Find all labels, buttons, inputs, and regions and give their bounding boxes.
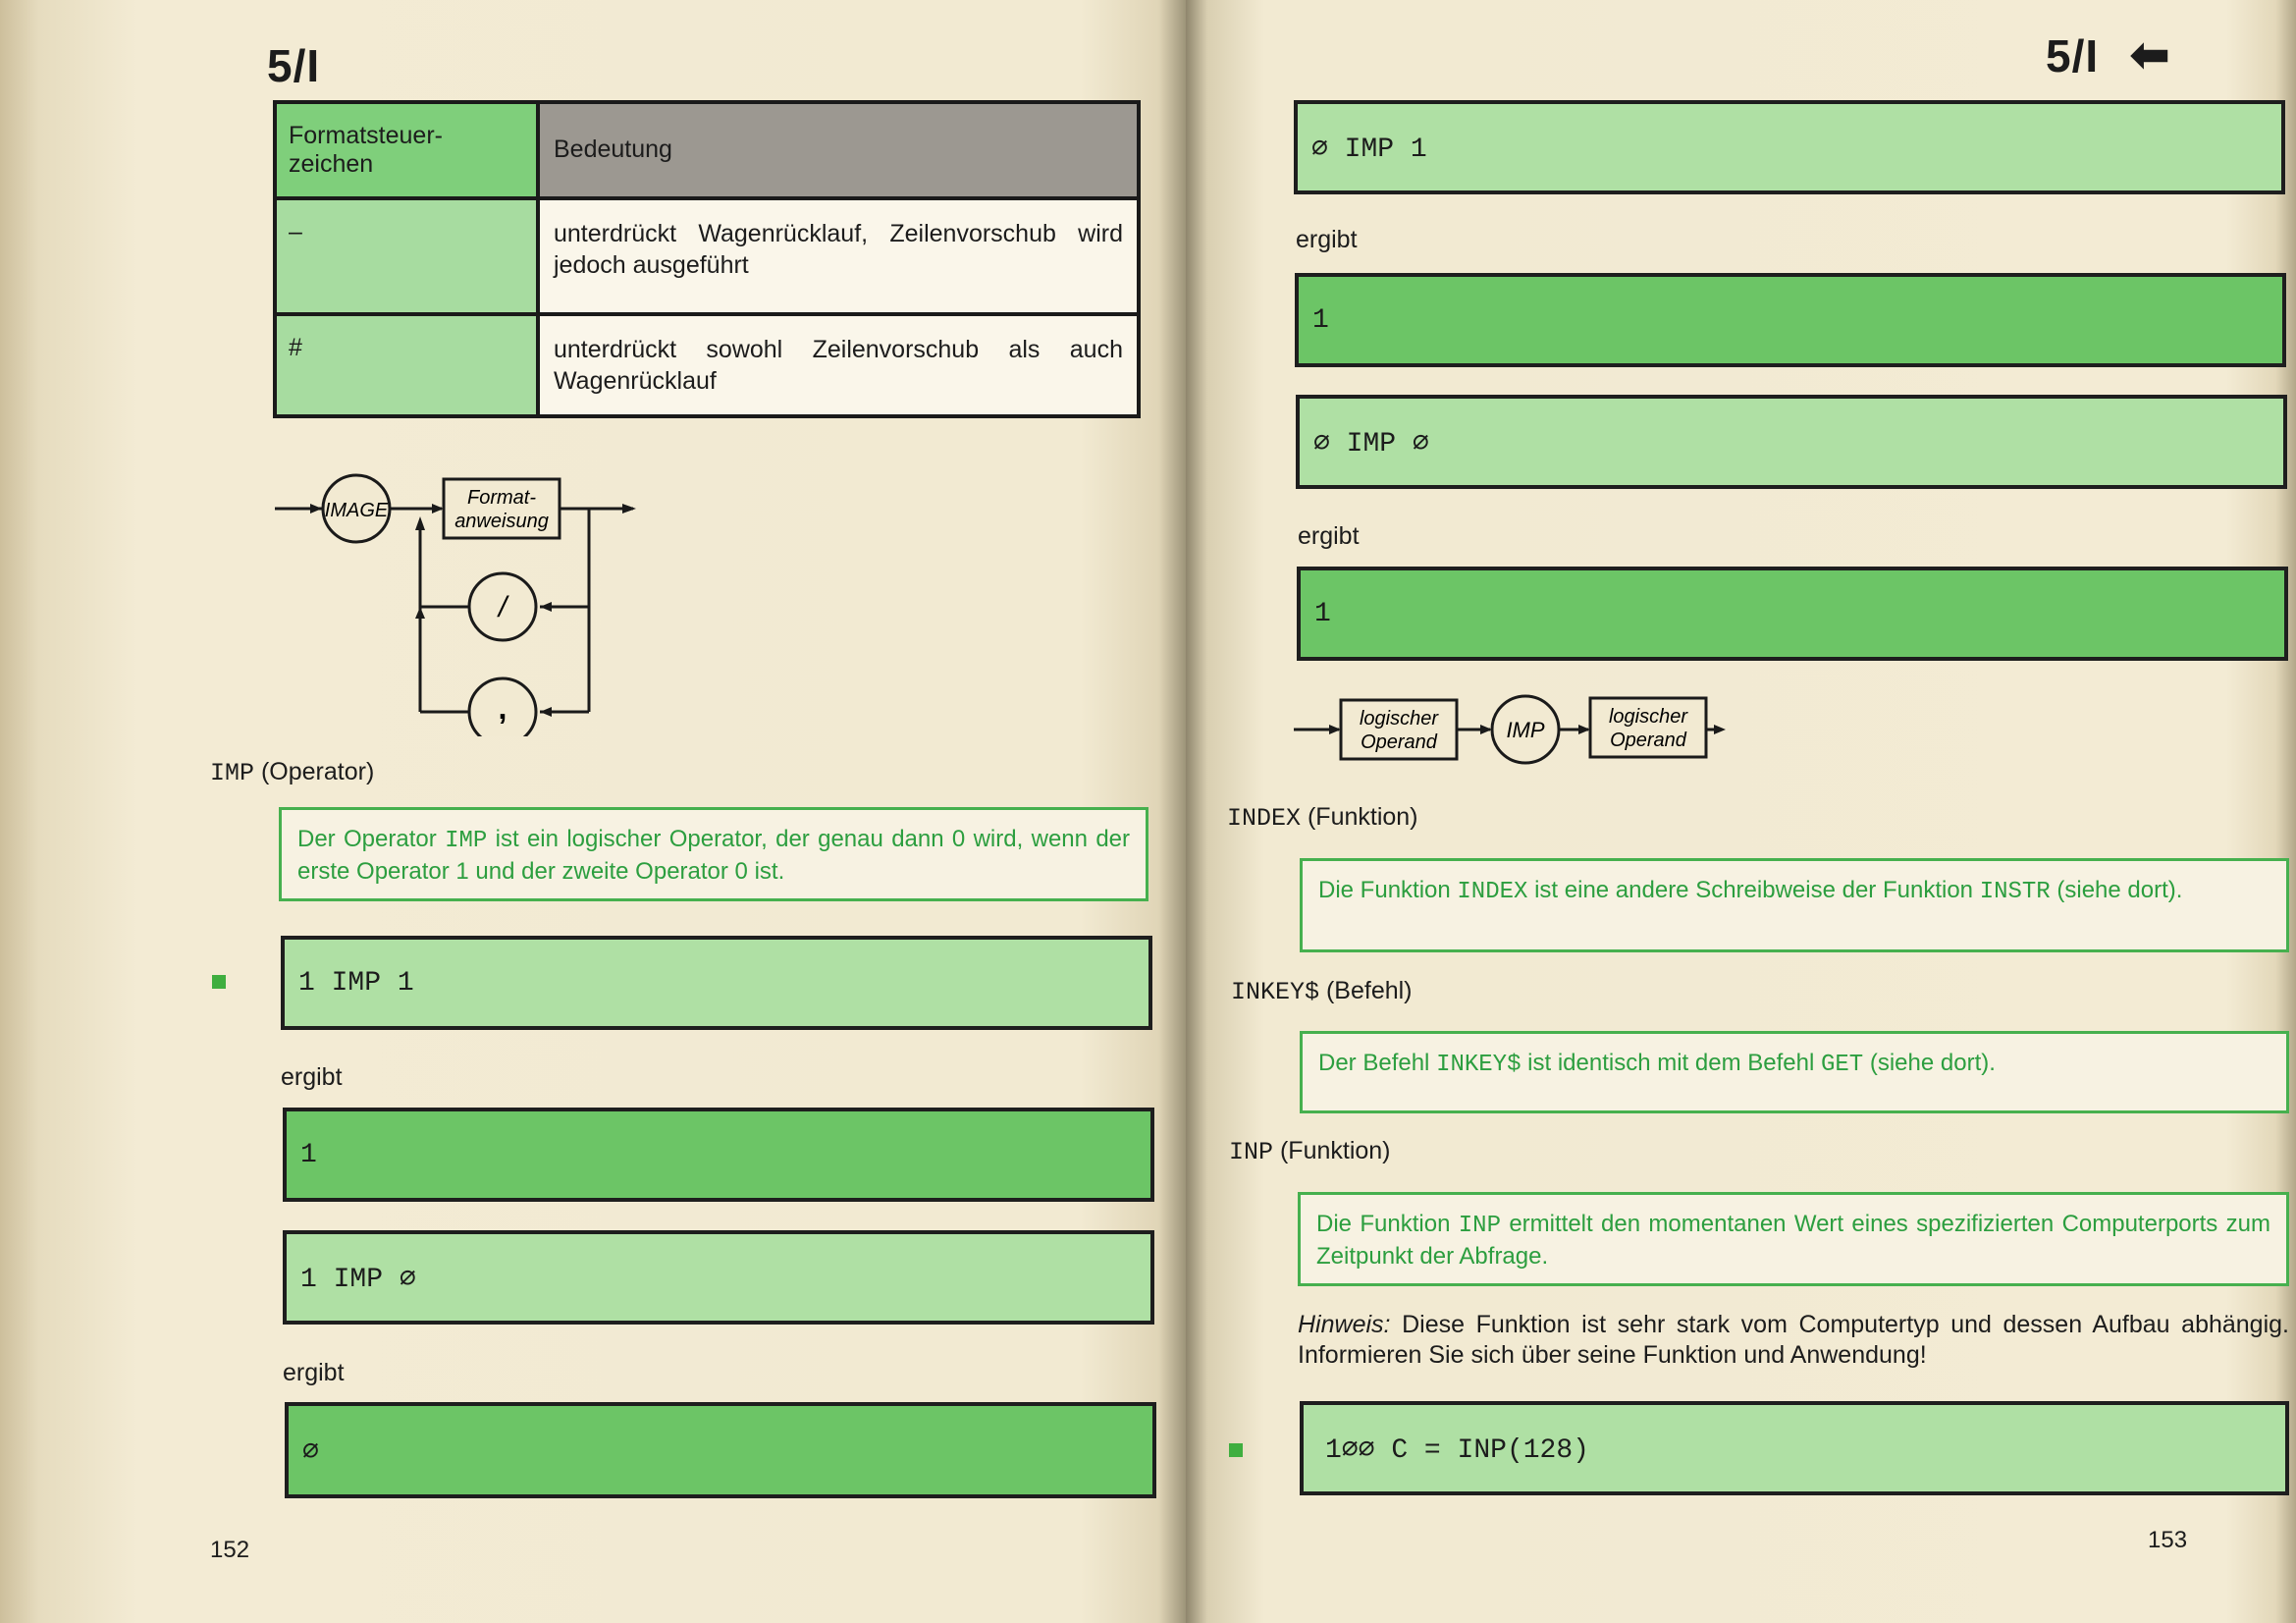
example-result-box: 1 [283, 1108, 1154, 1202]
definition-text: (siehe dort). [2050, 877, 2183, 903]
definition-text: ist eine andere Schreibweise der Funktion [1527, 877, 1980, 903]
entry-type: (Befehl) [1325, 977, 1413, 1004]
ergibt-label: ergibt [1298, 522, 1360, 550]
page-number-right: 153 [2148, 1527, 2188, 1553]
definition-text: Der Befehl [1318, 1050, 1437, 1076]
diagram-center: IMP [1506, 718, 1545, 742]
entry-type: (Funktion) [1279, 1137, 1391, 1164]
table-header-symbol: Formatsteuer- zeichen [275, 102, 538, 198]
example-code-box: ∅ IMP ∅ [1296, 395, 2287, 489]
example-result-box: 1 [1295, 273, 2286, 367]
definition-keyword: INDEX [1457, 879, 1528, 905]
entry-imp-heading [210, 758, 374, 787]
example-marker [1229, 1443, 1243, 1457]
page-number-left: 152 [210, 1537, 250, 1563]
definition-text: Die Funktion [1316, 1211, 1459, 1237]
table-header-meaning: Bedeutung [538, 102, 1139, 198]
diagram-loop-comma: , [498, 690, 507, 726]
diagram-keyword: IMAGE [324, 500, 389, 521]
entry-index-heading [1227, 803, 1418, 833]
inkey-definition-box [1300, 1031, 2289, 1113]
arrow-left-icon: ⬅ [2130, 29, 2170, 81]
diagram-operand2-line1: logischer [1608, 706, 1688, 728]
definition-keyword: GET [1820, 1052, 1864, 1078]
example-result-box: ∅ [285, 1402, 1156, 1498]
diagram-box-line1: Format- [467, 487, 536, 509]
format-control-table [273, 100, 1141, 418]
imp-syntax-diagram [1294, 682, 1726, 781]
diagram-box-line2: anweisung [454, 511, 549, 532]
entry-keyword: INKEY$ [1231, 978, 1320, 1006]
example-code-box: ∅ IMP 1 [1294, 100, 2285, 194]
entry-keyword: INP [1229, 1138, 1274, 1166]
entry-type: (Operator) [260, 758, 375, 785]
definition-keyword: INSTR [1979, 879, 2051, 905]
hint-text: Diese Funktion ist sehr stark vom Computertyp und dessen Aufbau abhängig. Informieren Sie sich über seine Funktion und Anwendung! [1298, 1311, 2289, 1369]
diagram-operand2-line2: Operand [1610, 730, 1686, 751]
table-cell-meaning: unterdrückt Wagenrücklauf, Zeilenvorschub wird jedoch ausgeführt [538, 198, 1139, 314]
definition-text: Die Funktion [1318, 877, 1458, 903]
diagram-operand1-line2: Operand [1361, 731, 1437, 753]
entry-type: (Funktion) [1307, 803, 1418, 831]
right-page [1186, 0, 2296, 1623]
definition-text: ist ein logischer Operator, der genau dann 0 wird, wenn der erste Operator 1 und der zweite Operator 0 ist. [297, 826, 1131, 885]
hint-label: Hinweis: [1298, 1311, 1391, 1338]
ergibt-label: ergibt [1296, 226, 1358, 253]
index-definition-box [1300, 858, 2289, 952]
definition-text: (siehe dort). [1863, 1050, 1996, 1076]
example-marker [212, 975, 226, 989]
imp-definition-box [279, 807, 1148, 901]
table-cell-meaning: unterdrückt sowohl Zeilenvorschub als auch Wagenrücklauf [538, 314, 1139, 416]
section-header-left: 5/I [267, 40, 321, 91]
example-code-box: 1 IMP ∅ [283, 1230, 1154, 1325]
diagram-operand1-line1: logischer [1359, 708, 1439, 730]
example-result-box: 1 [1297, 567, 2288, 661]
definition-text: ist identisch mit dem Befehl [1521, 1050, 1821, 1076]
ergibt-label: ergibt [283, 1359, 345, 1386]
diagram-loop-slash: / [498, 591, 507, 623]
section-header-right: 5/I [2046, 30, 2100, 81]
ergibt-label: ergibt [281, 1063, 343, 1091]
definition-keyword: INP [1458, 1213, 1501, 1239]
definition-keyword: INKEY$ [1436, 1052, 1522, 1078]
table-cell-symbol: – [275, 198, 538, 314]
definition-text: ermittelt den momentanen Wert eines spezifizierten Computerports zum Zeitpunkt der Abfrage. [1316, 1211, 2270, 1270]
table-cell-symbol: # [275, 314, 538, 416]
definition-text: Der Operator [297, 826, 446, 852]
example-code-box: 1 IMP 1 [281, 936, 1152, 1030]
hint-paragraph [1298, 1310, 2289, 1371]
definition-keyword: IMP [445, 828, 488, 854]
image-syntax-diagram [265, 461, 658, 736]
final-code-box: 1∅∅ C = INP(128) [1300, 1401, 2289, 1495]
entry-keyword: IMP [210, 759, 255, 787]
entry-inp-heading [1229, 1137, 1391, 1166]
inp-definition-box [1298, 1192, 2289, 1286]
entry-keyword: INDEX [1227, 804, 1302, 833]
entry-inkey-heading [1231, 977, 1413, 1006]
